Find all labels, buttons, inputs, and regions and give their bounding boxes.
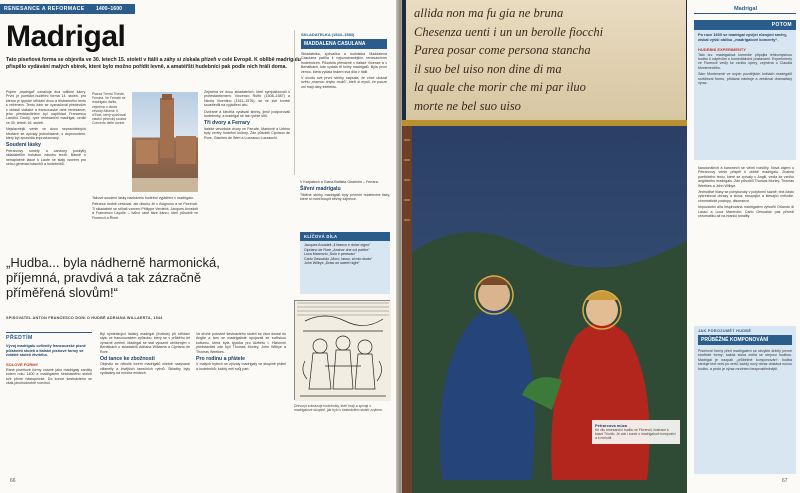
col1-para-3: Petrarcovy sonety a canzony poskytly skladatelům bohatou zásobu textů. Básně o nenaplněné lásce k Lauře se staly vzorem pro celou generaci básníků a hudebníků. bbox=[6, 148, 86, 167]
predtim-title: PŘEDTÍM bbox=[6, 335, 33, 341]
heading-sireni: Šíření madrigalu bbox=[300, 186, 341, 193]
col4-para-1: V Karpatech a Giana Battista Guarinim – Ferrara. bbox=[300, 180, 379, 184]
heading-od-tance: Od tance ke zbožnosti bbox=[100, 356, 155, 363]
heading-pro-rodinu: Pro rodinu a přátele bbox=[196, 356, 246, 363]
potom-para-2: Sám Monteverdi ve svých pozdějších knihách madrigalů rozšiřoval formu, přidával nástroje a zesiloval dramatický výraz. bbox=[698, 72, 792, 86]
bottom-middle-text bbox=[100, 332, 190, 378]
col1-para-1: Pojem „madrigal“ označuje dva odlišné žánry. První je poetické-hudební forma 14. století, pro kterou je typické střídání dvou a třístranného textu s refrénem. Tento žánr se vyznačoval především v oblasti vlašské a francouzské rané renesance; jeho představitelem byl například Francesco Landini. Druhý, ryze renesanční madrigal, vznikl ve 30. letech 16. století. bbox=[6, 90, 86, 125]
section-header-label: RENESANCE A REFORMACE bbox=[4, 6, 85, 12]
lead-paragraph: Tato píseňová forma se objevila ve 30. letech 15. století v Itálii a záhy si získala přízeň v celé Evropě. K oblibě madrigalu přispělo vydávání malých sbírek, které bylo možno pořídit levně, a amatéřští hudebníci pak podle nich hráli doma. bbox=[6, 57, 301, 70]
photo-caption bbox=[92, 92, 128, 126]
right-page bbox=[402, 0, 800, 493]
right-para-1: kancionálech a kanonech se velmi rozšířily. Nová zájem o Petrarcovy verše přispěl k oblibě madrigalu. Znalost poetického textu, které se zpívaly v Anglii, vedla ke vzniku anglického madrigalu. Zde působili Thomas Morley, Thomas Weelkes a John Wilbye. bbox=[698, 166, 794, 188]
manuscript-parchment bbox=[406, 0, 686, 120]
key-work-item: Luca Marenzio „Solo e pensoso“ bbox=[304, 252, 356, 257]
right-para-3: Impozantní díla inspirovaná madrigalem vytvořili Orlando di Lasso a Luca Marenzio; Carlo Gesualdo pak přivedl chromatiku až na hranici tonality. bbox=[698, 205, 794, 219]
manuscript-line: Parea posar come persona stancha bbox=[414, 43, 591, 57]
manuscript-line: la quale che morir che mi par iluo bbox=[414, 80, 586, 94]
manuscript-caption-box bbox=[592, 420, 680, 444]
section-header-years: 1400–1600 bbox=[96, 6, 122, 12]
predtim-box bbox=[6, 332, 92, 482]
key-work-item: Jacques Arcadelt „Il bianco e dolce cigno“ bbox=[304, 243, 371, 247]
predtim-lead: Vývoj madrigalu ovlivnily francouzské písně půlstoletí století a italské písňové formy se zvláště století čtvrtého. bbox=[6, 344, 86, 358]
column-1-text bbox=[6, 90, 86, 169]
manuscript-caption-text: Ke vilu renesanční hudbu ve Florencii, ilustrace k básni Trionfo. Je zde i sonet o madrigalové kompozici a k melodii. bbox=[595, 428, 676, 441]
composer-para-2: V úvodu své první sbírky napsala, že chce ukázat světu „marnou chybu mužů“, kteří si myslí, že pouze oni mají dary intelektu. bbox=[301, 76, 387, 89]
listening-title: PRŮBĚŽNÉ KOMPONOVÁNÍ bbox=[698, 335, 792, 345]
left-page bbox=[0, 0, 398, 493]
page-number-left: 66 bbox=[10, 478, 16, 484]
bottom-mid-para-2: Objevilo se několik forem madrigalů včetně nazývané villanelly a živějších tanečních rytmů. Skladby byly vydávány na mnoha místech. bbox=[100, 362, 190, 376]
photo-caption-text: Piazza Trento Trieste, Ferrara. Ve Ferraře se madrigalu dařilo, zejména u dvora vévody Alfonse II. d’Este, který vydržoval vlastní pěvecký soubor Concerto delle donne. bbox=[92, 92, 127, 126]
bottom-right-para-1: Ve druhé polovině šestnáctého století se žánr dostal do Anglie a tam se madrigalisté spojovali se světskou kulturou, která byla typická pro Alžbětu I. Hlavními představiteli zde byli Thomas Morley, John Wilbye a Thomas Weelkes. bbox=[196, 332, 286, 354]
heading-soudeni-lasky: Soudení lásky bbox=[6, 142, 41, 149]
page-title: Madrigal bbox=[6, 20, 126, 53]
col2-para-1: Takové soudení lásky nacházelo hudební vyjádření v madrigalu. bbox=[92, 196, 194, 200]
column-3-text bbox=[204, 90, 290, 142]
key-work-item: Cipriano de Rore „Anchor che col partire“ bbox=[304, 247, 370, 252]
composer-para-1: Skladatelka, zpěvačka a loutnistka Maddalena Casulana patřila k nejuznávanějším renesančním hudebnicím. Působila převážně v italské Vicenze a v Benátkách, kde vydala tři knihy madrigalů. Byla první ženou, která vydala tiskem svá díla v Itálii. bbox=[301, 52, 387, 74]
potom-para-1: Tato tzv. madrigalová komedie připojila lehkomyslnou hudbu k nápěvům s komediálními postavami. Experimenty ve Florencii vedly ke vzniku opery, zejména u Claudia Monteverdiho. bbox=[698, 52, 792, 70]
manuscript-illumination bbox=[402, 0, 687, 493]
potom-lead: Po roce 1600 se madrigal vyvíjel různými směry, získal vyšší oblibu „madrigalové koncerty“. bbox=[698, 32, 788, 42]
potom-text bbox=[698, 53, 792, 86]
manuscript-line: Chesenza uenti i un un berolle fiocchi bbox=[414, 24, 604, 39]
quote-attribution: SPISOVATEL ANTON FRANCESCO DONI O HUDBĚ ADRIANA WILLAERTA, 1544 bbox=[6, 316, 163, 320]
bottom-mid-para-1: Byl syntetizující italský madrigal (frottola) při střídání stylu ve francouzském způsobu, který se v průběhu let výrazně změnil. Madrigal se stal výrazně oblíbeným v Benátkách u skladatelů Adriana Willaerta a Cipriana de Rore. bbox=[100, 332, 190, 354]
key-work-item: John Wilbye „Draw on sweet night“ bbox=[304, 261, 360, 266]
woodcut-illustration bbox=[294, 300, 390, 400]
key-work-item: Carlo Gesualdo „Moro, lasso, al mio duolo“ bbox=[304, 256, 373, 261]
listening-text: Píseňové formy před madrigalem se obvykle držely pevné strofické formy; každá sloka zněla se stejnou hudbou. Madrigal je naopak „průběžně komponován“: hudba sleduje text verš po verši, každý nový obraz dostává novou hudbu, a proto je výraz mnohem bezprostřednější. bbox=[698, 349, 792, 371]
ferrara-photo bbox=[132, 92, 198, 192]
listening-label: JAK POROZUMĚT HUDBĚ bbox=[698, 329, 752, 333]
col3-para-2: Dvořané a šlechta vydávali sbírky, jimiž podporovali hudebníky, a madrigal se tak rychle šířil. bbox=[204, 109, 290, 119]
potom-subheading: HUDEBNÍ EXPERIMENTY bbox=[698, 46, 747, 52]
potom-title: POTOM bbox=[694, 20, 796, 30]
right-para-2: Jednotlivé hlasy se pohybovaly v polyfonní sazbě; text často vykresloval obrazy a slova: stoupající a klesající melodie, chromatické postupy, disonance. bbox=[698, 190, 794, 203]
manuscript-text bbox=[414, 4, 682, 115]
col1-para-2: Nejslavnější verše ve dvou nepravidelných strofách se zpívaly jednohlasně, s doprovodem, který byl zpravidla improvizovaný. bbox=[6, 127, 86, 141]
predtim-text: Rané píseňové formy známé jako madrigaly zaníkly kolem roku 1400 a madrigalem šestnáctého století své přímé nástupnické. Do konce šestnáctého se však plnohodnotně rozvinul. bbox=[6, 367, 92, 385]
manuscript-line: il suo bel uiso non dine di ma bbox=[414, 61, 562, 76]
running-head bbox=[694, 4, 796, 14]
composer-text bbox=[301, 52, 387, 91]
potom-box bbox=[694, 20, 796, 160]
manuscript-line: allida non ma fu gia ne bruna bbox=[414, 6, 564, 20]
pull-quote-text: „Hudba... byla nádherně harmonická, příjemná, pravdivá a tak zázračně příměřená slovům!“ bbox=[6, 255, 220, 300]
key-works-title: KLÍČOVÁ DÍLA bbox=[300, 232, 390, 241]
col3-para-1: Zejména ve dvou skladatelích, kteří sympatizovali s protestantismem: Vincenzo Ruffo (1508–1587) a Nicola Vicentino (1511–1576), se ve své tvorbě soustředili na vyjádření citu. bbox=[204, 90, 290, 108]
manuscript-caption-title: Petrarcova múza bbox=[595, 423, 628, 428]
woodcut-caption: Dřevoryt zobrazuje hudebníky, kteří hrají a zpívají v madrigalové skupině, jak bylo v šestnáctém století zvykem. bbox=[294, 404, 383, 413]
column-4-text bbox=[300, 180, 390, 204]
column-2-text bbox=[92, 196, 198, 222]
composer-box bbox=[294, 30, 394, 175]
bottom-right-para-2: V malých bytech se zpívaly madrigaly ve skupině přátel a hudebníků; každý měl svůj part. bbox=[196, 362, 286, 371]
running-head-label: Madrigal bbox=[734, 6, 758, 12]
predtim-subheading: SOLOVÉ FORMY bbox=[6, 361, 39, 367]
right-column-text bbox=[698, 166, 794, 220]
section-header-band bbox=[0, 4, 135, 14]
col4-para-2: Tištěné sbírky madrigalů byly prvními hudebními tisky, které si mohl koupit běžný zájemce. bbox=[300, 192, 390, 202]
col2-para-2: Petrarca hodně cestoval, ale dlouho žil v Avignonu a ve Florencii. Ti skladatelé se stíhali vzorem Philippe Verdelot, Jacques Arcadelt a Francesco Layolle – tvůrci rané fáze žánru, kteří působili ve Florencii a Římě. bbox=[92, 202, 198, 220]
listening-box bbox=[694, 326, 796, 474]
key-works-box bbox=[300, 232, 390, 294]
col3-para-3: Italské vévodské dvory ve Ferraře, Mantově a Urbinu byly centry hudební kultury. Zde působili Cipriano de Rore, Giaches de Wert a Luzzasco Luzzaschi. bbox=[204, 126, 290, 140]
manuscript-line: morte ne bel suo uiso bbox=[414, 98, 521, 113]
pull-quote bbox=[6, 255, 236, 300]
heading-tri-dvory: Tři dvory a Ferrary bbox=[204, 120, 250, 127]
bottom-right-text bbox=[196, 332, 286, 373]
composer-name: MADDALENA CASULANA bbox=[301, 39, 387, 49]
page-number-right: 67 bbox=[782, 478, 788, 484]
composer-box-label: SKLADATELKA (1544–1583) bbox=[301, 32, 355, 37]
